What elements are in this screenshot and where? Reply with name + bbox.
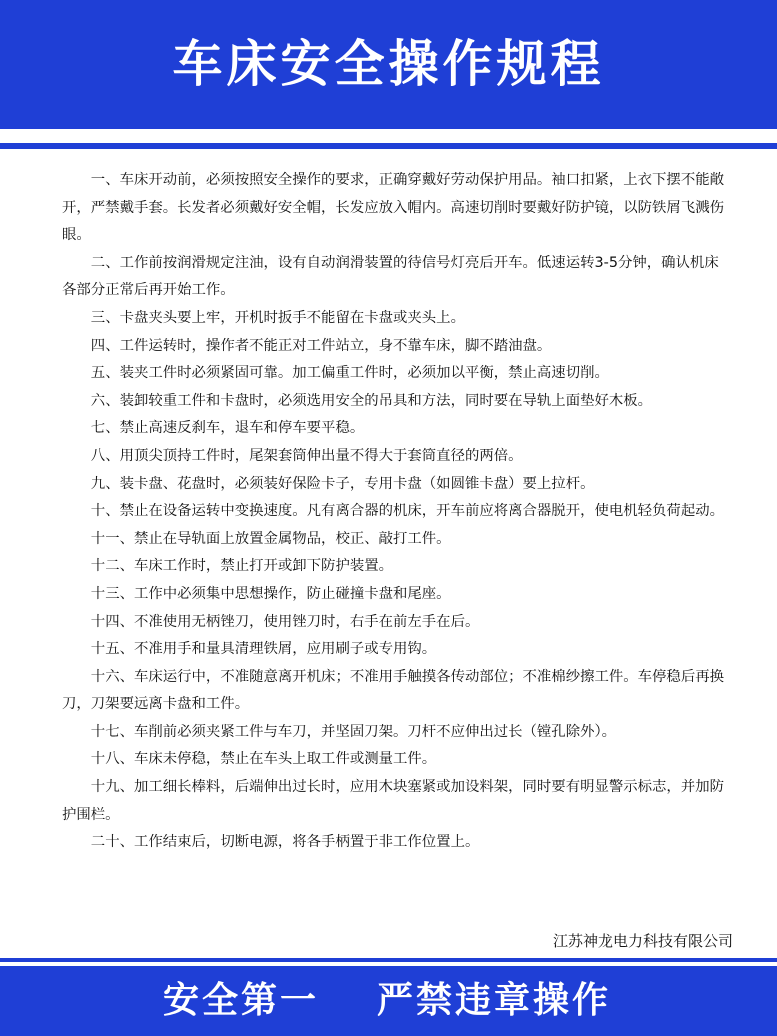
footer-banner (0, 966, 777, 1036)
rule-item: 三、卡盘夹头要上牢，开机时扳手不能留在卡盘或夹头上。 (90, 309, 465, 326)
slogan-no-violation: 严禁违章操作 (377, 980, 612, 1021)
rule-item: 二、工作前按润滑规定注油，设有自动润滑装置的待信号灯亮后开车。低速运转3-5分钟，确认机床各部分正常后再开始工作。 (62, 254, 719, 299)
header-divider (0, 143, 777, 149)
footer-divider (0, 958, 777, 962)
page-title: 车床安全操作规程 (172, 35, 605, 93)
slogan-safety-first: 安全第一 (163, 980, 320, 1021)
rule-item: 十八、车床未停稳，禁止在车头上取工件或测量工件。 (90, 751, 437, 768)
rule-item: 十、禁止在设备运转中变换速度。凡有离合器的机床，开车前应将离合器脱开，使电机轻负荷起动。 (90, 503, 724, 520)
rule-item: 十五、不准用手和量具清理铁屑，应用刷子或专用钩。 (90, 641, 437, 658)
rule-item: 五、装夹工件时必须紧固可靠。加工偏重工件时，必须加以平衡，禁止高速切削。 (90, 365, 609, 382)
rule-item: 八、用顶尖顶持工件时，尾架套筒伸出量不得大于套筒直径的两倍。 (90, 447, 523, 464)
rule-item: 四、工件运转时，操作者不能正对工件站立，身不靠车床，脚不踏油盘。 (90, 337, 552, 354)
rule-item: 十二、车床工作时，禁止打开或卸下防护装置。 (90, 558, 394, 575)
rule-item: 十四、不准使用无柄锉刀，使用锉刀时，右手在前左手在后。 (90, 613, 480, 630)
rule-item: 七、禁止高速反刹车，退车和停车要平稳。 (90, 420, 365, 437)
rule-item: 十七、车削前必须夹紧工件与车刀，并坚固刀架。刀杆不应伸出过长（镗孔除外）。 (90, 723, 617, 740)
rule-item: 二十、工作结束后，切断电源，将各手柄置于非工作位置上。 (90, 834, 480, 851)
rule-item: 十三、工作中必须集中思想操作，防止碰撞卡盘和尾座。 (90, 585, 451, 602)
rule-item: 十六、车床运行中，不准随意离开机床；不准用手触摸各传动部位；不准棉纱擦工件。车停稳后再换刀，刀架要远离卡盘和工件。 (62, 668, 724, 713)
company-name: 江苏神龙电力科技有限公司 (552, 932, 733, 950)
rule-item: 九、装卡盘、花盘时，必须装好保险卡子，专用卡盘（如圆锥卡盘）要上拉杆。 (90, 475, 595, 492)
header-white-stripe (0, 129, 777, 143)
rule-item: 六、装卸较重工件和卡盘时，必须选用安全的吊具和方法，同时要在导轨上面垫好木板。 (90, 392, 653, 409)
header-banner (0, 0, 777, 129)
rule-item: 十九、加工细长棒料，后端伸出过长时，应用木块塞紧或加设料架，同时要有明显警示标志，并加防护围栏。 (62, 779, 724, 823)
rules-list (62, 167, 730, 857)
rule-item: 一、车床开动前，必须按照安全操作的要求，正确穿戴好劳动保护用品。袖口扣紧，上衣下摆不能敞开，严禁戴手套。长发者必须戴好安全帽，长发应放入帽内。高速切削时要戴好防护镜，以防铁屑飞溅伤眼。 (62, 172, 724, 244)
rule-item: 十一、禁止在导轨面上放置金属物品，校正、敲打工件。 (90, 530, 451, 547)
